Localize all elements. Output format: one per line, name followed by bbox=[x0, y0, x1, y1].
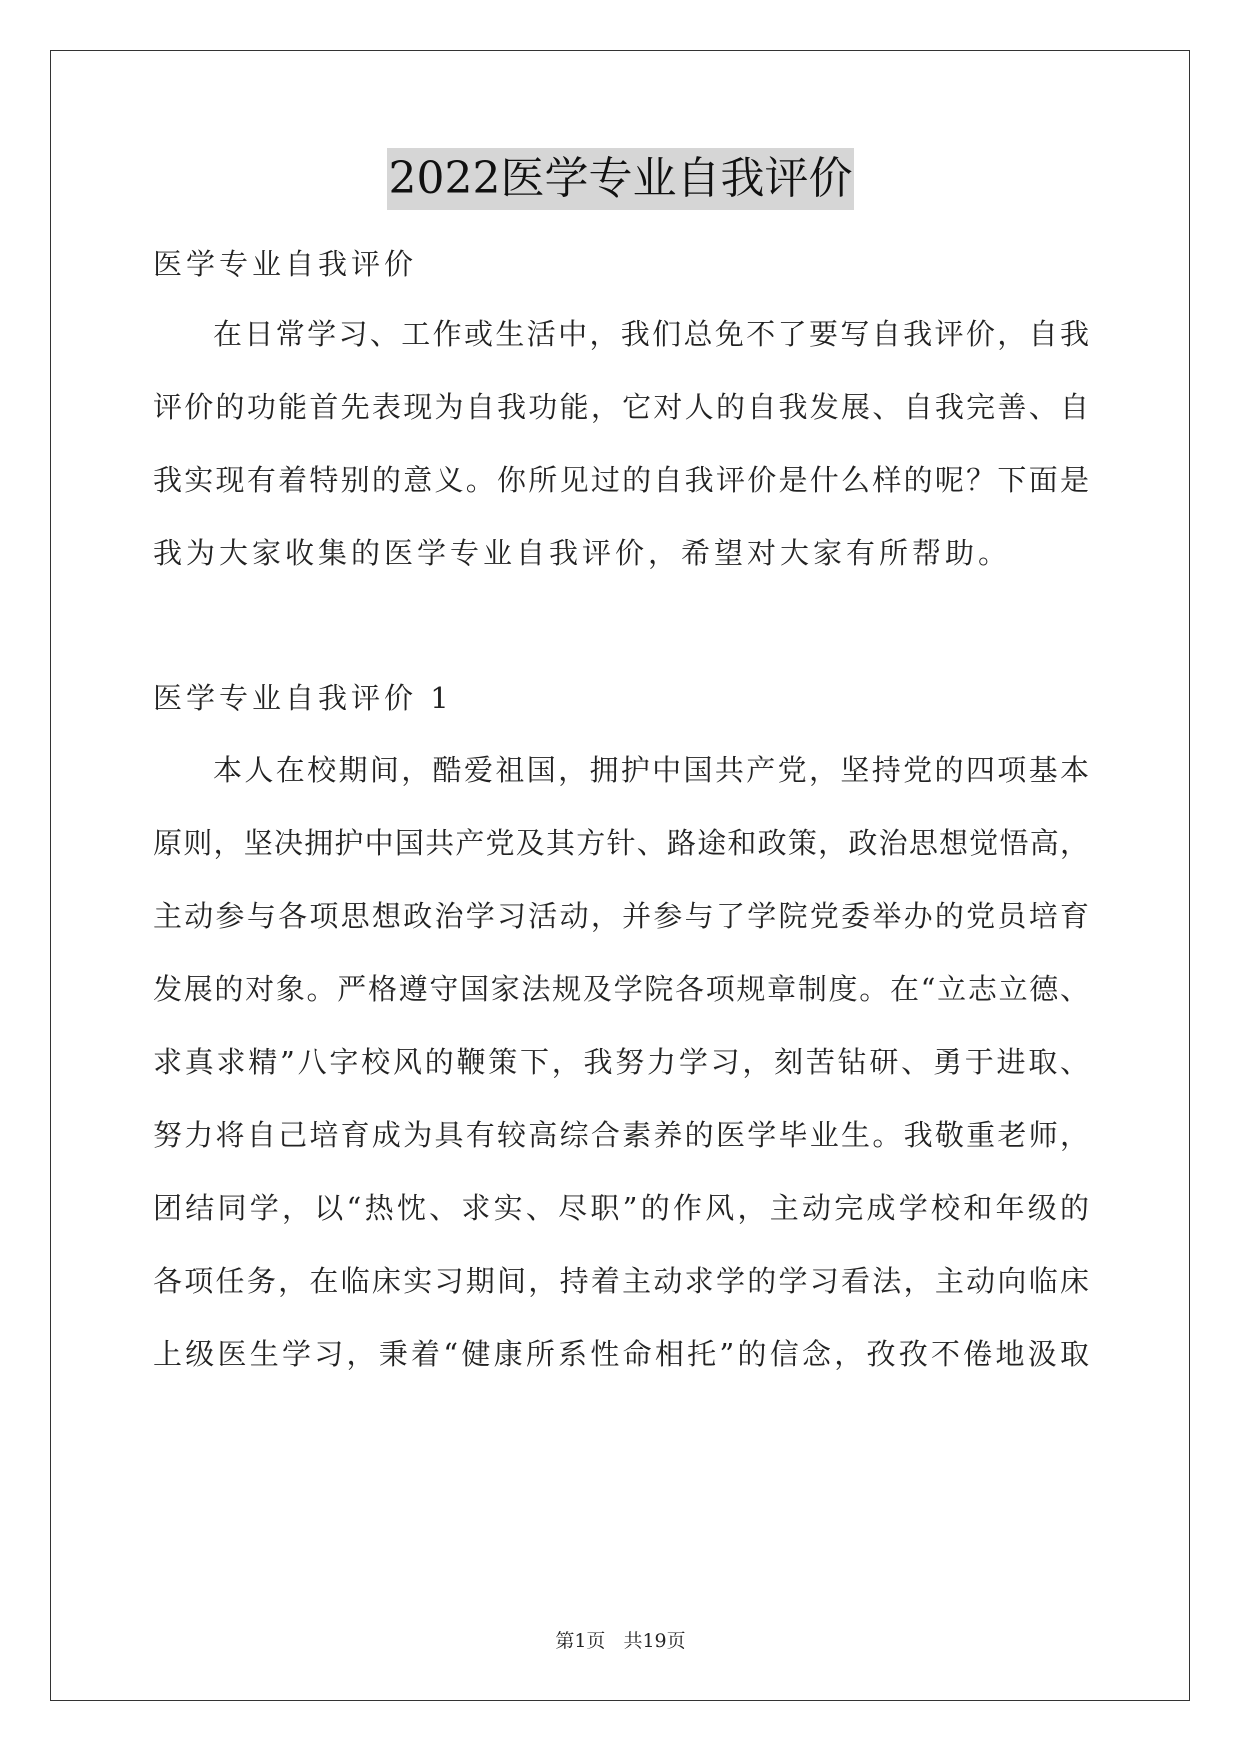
paragraph-line: 各项任务，在临床实习期间，持着主动求学的学习看法，主动向临床 bbox=[153, 1264, 1089, 1298]
paragraph-line: 主动参与各项思想政治学习活动，并参与了学院党委举办的党员培育 bbox=[153, 899, 1089, 933]
title-container bbox=[0, 148, 1241, 210]
page-number: 第1页 bbox=[555, 1630, 606, 1652]
section-heading: 医学专业自我评价 1 bbox=[153, 681, 453, 715]
section-heading: 医学专业自我评价 bbox=[153, 247, 418, 281]
paragraph-line: 求真求精”八字校风的鞭策下，我努力学习，刻苦钻研、勇于进取、 bbox=[153, 1045, 1089, 1079]
paragraph-line: 本人在校期间，酷爱祖国，拥护中国共产党，坚持党的四项基本 bbox=[213, 753, 1089, 787]
paragraph-line: 在日常学习、工作或生活中，我们总免不了要写自我评价，自我 bbox=[213, 317, 1089, 351]
page-total: 共19页 bbox=[623, 1630, 686, 1652]
paragraph-line: 发展的对象。严格遵守国家法规及学院各项规章制度。在“立志立德、 bbox=[153, 972, 1089, 1006]
paragraph-line: 努力将自己培育成为具有较高综合素养的医学毕业生。我敬重老师， bbox=[153, 1118, 1089, 1152]
page-border bbox=[50, 50, 1190, 1701]
paragraph-line: 团结同学，以“热忱、求实、尽职”的作风，主动完成学校和年级的 bbox=[153, 1191, 1089, 1225]
paragraph-line: 我为大家收集的医学专业自我评价，希望对大家有所帮助。 bbox=[153, 536, 1012, 570]
document-title: 2022医学专业自我评价 bbox=[387, 148, 855, 210]
paragraph-line: 上级医生学习，秉着“健康所系性命相托”的信念，孜孜不倦地汲取 bbox=[153, 1337, 1089, 1371]
paragraph-line: 原则，坚决拥护中国共产党及其方针、路途和政策，政治思想觉悟高， bbox=[153, 826, 1089, 860]
paragraph-line: 我实现有着特别的意义。你所见过的自我评价是什么样的呢？下面是 bbox=[153, 463, 1089, 497]
paragraph-line: 评价的功能首先表现为自我功能，它对人的自我发展、自我完善、自 bbox=[153, 390, 1089, 424]
page-footer bbox=[0, 1628, 1241, 1654]
